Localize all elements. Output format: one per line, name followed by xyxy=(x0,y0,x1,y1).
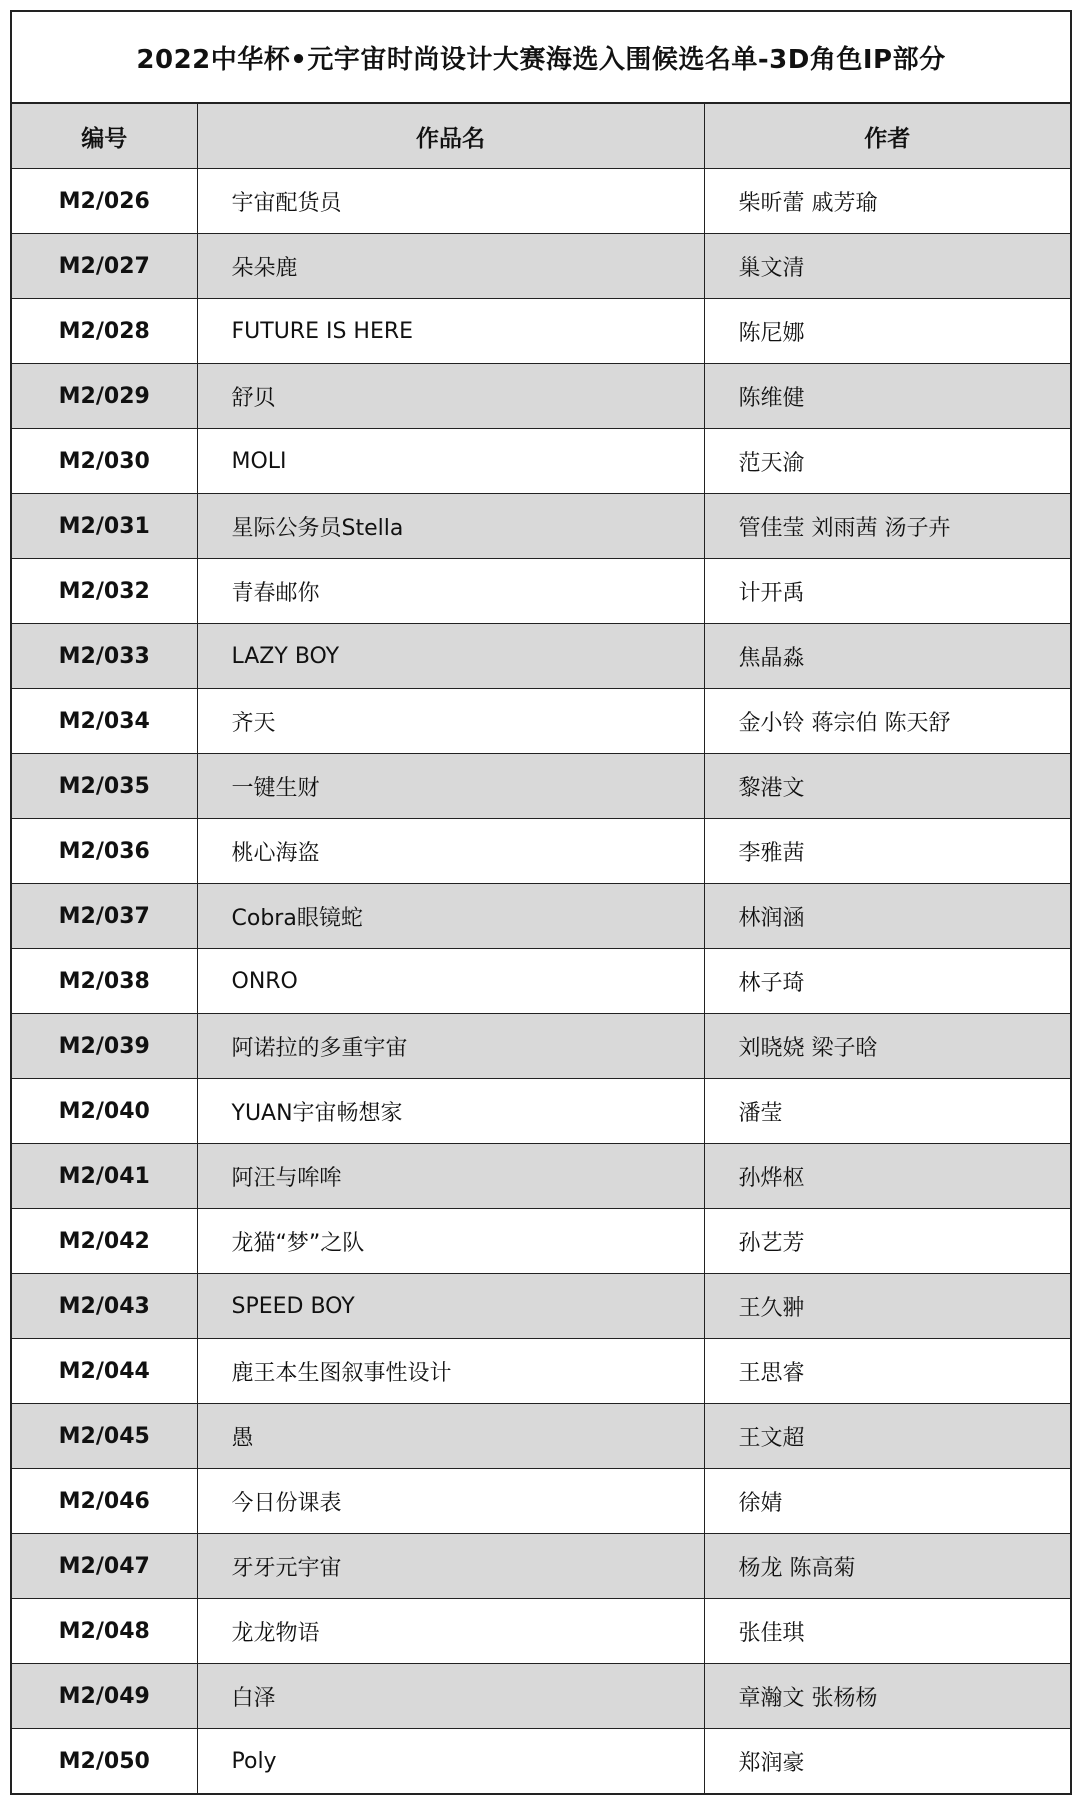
table-row xyxy=(12,1729,1070,1794)
table-row xyxy=(12,1404,1070,1469)
work-name: SPEED BOY xyxy=(197,1274,704,1339)
work-name: 龙猫“梦”之队 xyxy=(197,1209,704,1274)
work-name: 青春邮你 xyxy=(197,559,704,624)
entry-number: M2/043 xyxy=(12,1274,197,1339)
table-row xyxy=(12,1534,1070,1599)
author-names: 巢文清 xyxy=(704,234,1070,299)
candidate-list-sheet xyxy=(10,10,1072,1795)
work-name: Cobra眼镜蛇 xyxy=(197,884,704,949)
table-row xyxy=(12,494,1070,559)
entry-number: M2/039 xyxy=(12,1014,197,1079)
table-row xyxy=(12,819,1070,884)
entry-number: M2/035 xyxy=(12,754,197,819)
author-names: 杨龙 陈高菊 xyxy=(704,1534,1070,1599)
author-names: 潘莹 xyxy=(704,1079,1070,1144)
table-row xyxy=(12,949,1070,1014)
work-name: ONRO xyxy=(197,949,704,1014)
entry-number: M2/034 xyxy=(12,689,197,754)
candidate-table xyxy=(12,104,1070,1793)
author-names: 孙艺芳 xyxy=(704,1209,1070,1274)
header-work-name: 作品名 xyxy=(197,104,704,169)
work-name: 宇宙配货员 xyxy=(197,169,704,234)
work-name: 今日份课表 xyxy=(197,1469,704,1534)
table-row xyxy=(12,1144,1070,1209)
author-names: 陈尼娜 xyxy=(704,299,1070,364)
entry-number: M2/030 xyxy=(12,429,197,494)
author-names: 金小铃 蒋宗伯 陈天舒 xyxy=(704,689,1070,754)
table-row xyxy=(12,299,1070,364)
work-name: 朵朵鹿 xyxy=(197,234,704,299)
header-author: 作者 xyxy=(704,104,1070,169)
work-name: 齐天 xyxy=(197,689,704,754)
author-names: 黎港文 xyxy=(704,754,1070,819)
header-row xyxy=(12,104,1070,169)
work-name: 舒贝 xyxy=(197,364,704,429)
table-row xyxy=(12,1599,1070,1664)
author-names: 管佳莹 刘雨茜 汤子卉 xyxy=(704,494,1070,559)
entry-number: M2/050 xyxy=(12,1729,197,1794)
entry-number: M2/027 xyxy=(12,234,197,299)
work-name: 龙龙物语 xyxy=(197,1599,704,1664)
table-row xyxy=(12,1274,1070,1339)
table-row xyxy=(12,1079,1070,1144)
work-name: 牙牙元宇宙 xyxy=(197,1534,704,1599)
table-row xyxy=(12,884,1070,949)
work-name: 鹿王本生图叙事性设计 xyxy=(197,1339,704,1404)
entry-number: M2/049 xyxy=(12,1664,197,1729)
entry-number: M2/032 xyxy=(12,559,197,624)
table-row xyxy=(12,364,1070,429)
author-names: 王久翀 xyxy=(704,1274,1070,1339)
entry-number: M2/028 xyxy=(12,299,197,364)
author-names: 林润涵 xyxy=(704,884,1070,949)
entry-number: M2/046 xyxy=(12,1469,197,1534)
work-name: 阿诺拉的多重宇宙 xyxy=(197,1014,704,1079)
table-row xyxy=(12,559,1070,624)
author-names: 郑润豪 xyxy=(704,1729,1070,1794)
author-names: 陈维健 xyxy=(704,364,1070,429)
entry-number: M2/048 xyxy=(12,1599,197,1664)
table-row xyxy=(12,624,1070,689)
sheet-title: 2022中华杯•元宇宙时尚设计大赛海选入围候选名单-3D角色IP部分 xyxy=(12,12,1070,104)
entry-number: M2/038 xyxy=(12,949,197,1014)
author-names: 张佳琪 xyxy=(704,1599,1070,1664)
work-name: 星际公务员Stella xyxy=(197,494,704,559)
author-names: 李雅茜 xyxy=(704,819,1070,884)
work-name: 白泽 xyxy=(197,1664,704,1729)
author-names: 徐婧 xyxy=(704,1469,1070,1534)
entry-number: M2/041 xyxy=(12,1144,197,1209)
entry-number: M2/031 xyxy=(12,494,197,559)
table-row xyxy=(12,1209,1070,1274)
table-row xyxy=(12,689,1070,754)
entry-number: M2/033 xyxy=(12,624,197,689)
author-names: 孙烨枢 xyxy=(704,1144,1070,1209)
work-name: Poly xyxy=(197,1729,704,1794)
entry-number: M2/047 xyxy=(12,1534,197,1599)
table-row xyxy=(12,169,1070,234)
author-names: 林子琦 xyxy=(704,949,1070,1014)
table-row xyxy=(12,754,1070,819)
author-names: 计开禹 xyxy=(704,559,1070,624)
table-row xyxy=(12,1664,1070,1729)
author-names: 范天渝 xyxy=(704,429,1070,494)
entry-number: M2/044 xyxy=(12,1339,197,1404)
author-names: 刘晓娆 梁子晗 xyxy=(704,1014,1070,1079)
author-names: 王文超 xyxy=(704,1404,1070,1469)
table-row xyxy=(12,234,1070,299)
entry-number: M2/036 xyxy=(12,819,197,884)
entry-number: M2/029 xyxy=(12,364,197,429)
work-name: FUTURE IS HERE xyxy=(197,299,704,364)
author-names: 柴昕蕾 戚芳瑜 xyxy=(704,169,1070,234)
table-row xyxy=(12,1469,1070,1534)
work-name: 阿汪与哞哞 xyxy=(197,1144,704,1209)
header-number: 编号 xyxy=(12,104,197,169)
table-row xyxy=(12,1339,1070,1404)
author-names: 王思睿 xyxy=(704,1339,1070,1404)
entry-number: M2/026 xyxy=(12,169,197,234)
work-name: YUAN宇宙畅想家 xyxy=(197,1079,704,1144)
table-row xyxy=(12,1014,1070,1079)
author-names: 章瀚文 张杨杨 xyxy=(704,1664,1070,1729)
work-name: 桃心海盗 xyxy=(197,819,704,884)
work-name: LAZY BOY xyxy=(197,624,704,689)
work-name: 愚 xyxy=(197,1404,704,1469)
author-names: 焦晶淼 xyxy=(704,624,1070,689)
entry-number: M2/037 xyxy=(12,884,197,949)
table-row xyxy=(12,429,1070,494)
entry-number: M2/040 xyxy=(12,1079,197,1144)
work-name: 一键生财 xyxy=(197,754,704,819)
entry-number: M2/045 xyxy=(12,1404,197,1469)
entry-number: M2/042 xyxy=(12,1209,197,1274)
work-name: MOLI xyxy=(197,429,704,494)
